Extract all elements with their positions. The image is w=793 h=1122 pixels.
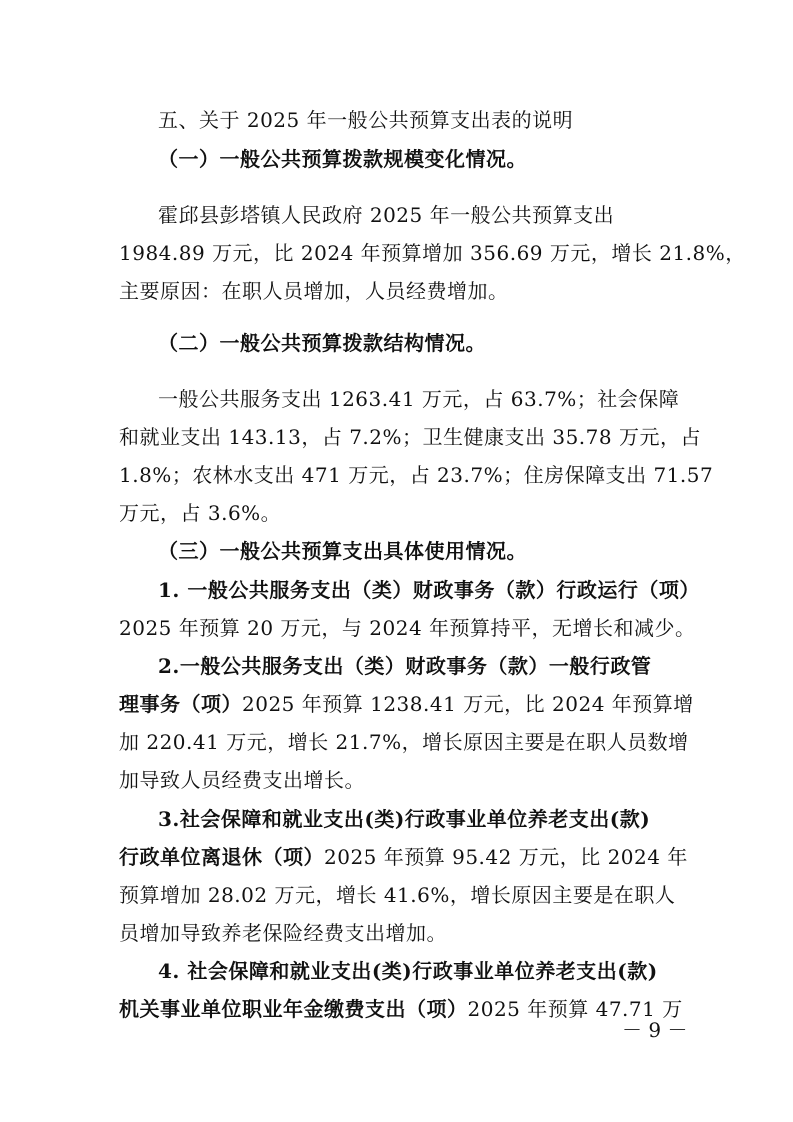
subsection-2-heading: （二）一般公共预算拨款结构情况。 — [158, 331, 486, 355]
item-2-line-1: 加 220.41 万元，增长 21.7%，增长原因主要是在职人员数增 — [119, 730, 689, 754]
item-4-bold-start: 机关事业单位职业年金缴费支出（项） — [119, 997, 468, 1021]
item-4-rest-start: 2025 年预算 47.71 万 — [467, 997, 683, 1021]
item-2-line-2: 加导致人员经费支出增长。 — [119, 768, 365, 792]
item-3-line-1: 预算增加 28.02 万元，增长 41.6%，增长原因主要是在职人 — [119, 883, 676, 907]
subsection-2-line-2: 和就业支出 143.13，占 7.2%；卫生健康支出 35.78 万元，占 — [119, 425, 701, 449]
item-3-line-2: 员增加导致养老保险经费支出增加。 — [119, 921, 447, 945]
item-2-bold-line: 2.一般公共服务支出（类）财政事务（款）一般行政管 — [158, 654, 652, 678]
section-title: 五、关于 2025 年一般公共预算支出表的说明 — [158, 108, 574, 132]
item-3-rest-start: 2025 年预算 95.42 万元，比 2024 年 — [324, 845, 688, 869]
page-number: － 9 － — [622, 1018, 688, 1042]
subsection-1-line-2: 1984.89 万元，比 2024 年预算增加 356.69 万元，增长 21.8%， — [119, 241, 746, 265]
item-2-bold-start: 理事务（项） — [119, 692, 242, 716]
subsection-1-line-1: 霍邱县彭塔镇人民政府 2025 年一般公共预算支出 — [158, 203, 615, 227]
item-2-mixed-line — [119, 691, 694, 717]
subsection-3-heading: （三）一般公共预算支出具体使用情况。 — [158, 539, 527, 563]
item-3-mixed-line — [119, 844, 688, 870]
item-3-bold-line: 3.社会保障和就业支出(类)行政事业单位养老支出(款) — [158, 807, 651, 831]
subsection-2-line-1: 一般公共服务支出 1263.41 万元，占 63.7%；社会保障 — [158, 387, 680, 411]
item-4-bold-line: 4. 社会保障和就业支出(类)行政事业单位养老支出(款) — [158, 959, 658, 983]
item-4-mixed-line — [119, 996, 683, 1022]
subsection-2-line-4: 万元，占 3.6%。 — [119, 501, 282, 525]
item-2-rest-start: 2025 年预算 1238.41 万元，比 2024 年预算增 — [242, 692, 694, 716]
subsection-2-line-3: 1.8%；农林水支出 471 万元，占 23.7%；住房保障支出 71.57 — [119, 463, 714, 487]
item-3-bold-start: 行政单位离退休（项） — [119, 845, 324, 869]
subsection-1-line-3: 主要原因：在职人员增加，人员经费增加。 — [119, 279, 509, 303]
item-1-bold-line: 1. 一般公共服务支出（类）财政事务（款）行政运行（项） — [158, 578, 700, 602]
subsection-1-heading: （一）一般公共预算拨款规模变化情况。 — [158, 147, 527, 171]
item-1-text-line: 2025 年预算 20 万元，与 2024 年预算持平，无增长和减少。 — [119, 616, 696, 640]
